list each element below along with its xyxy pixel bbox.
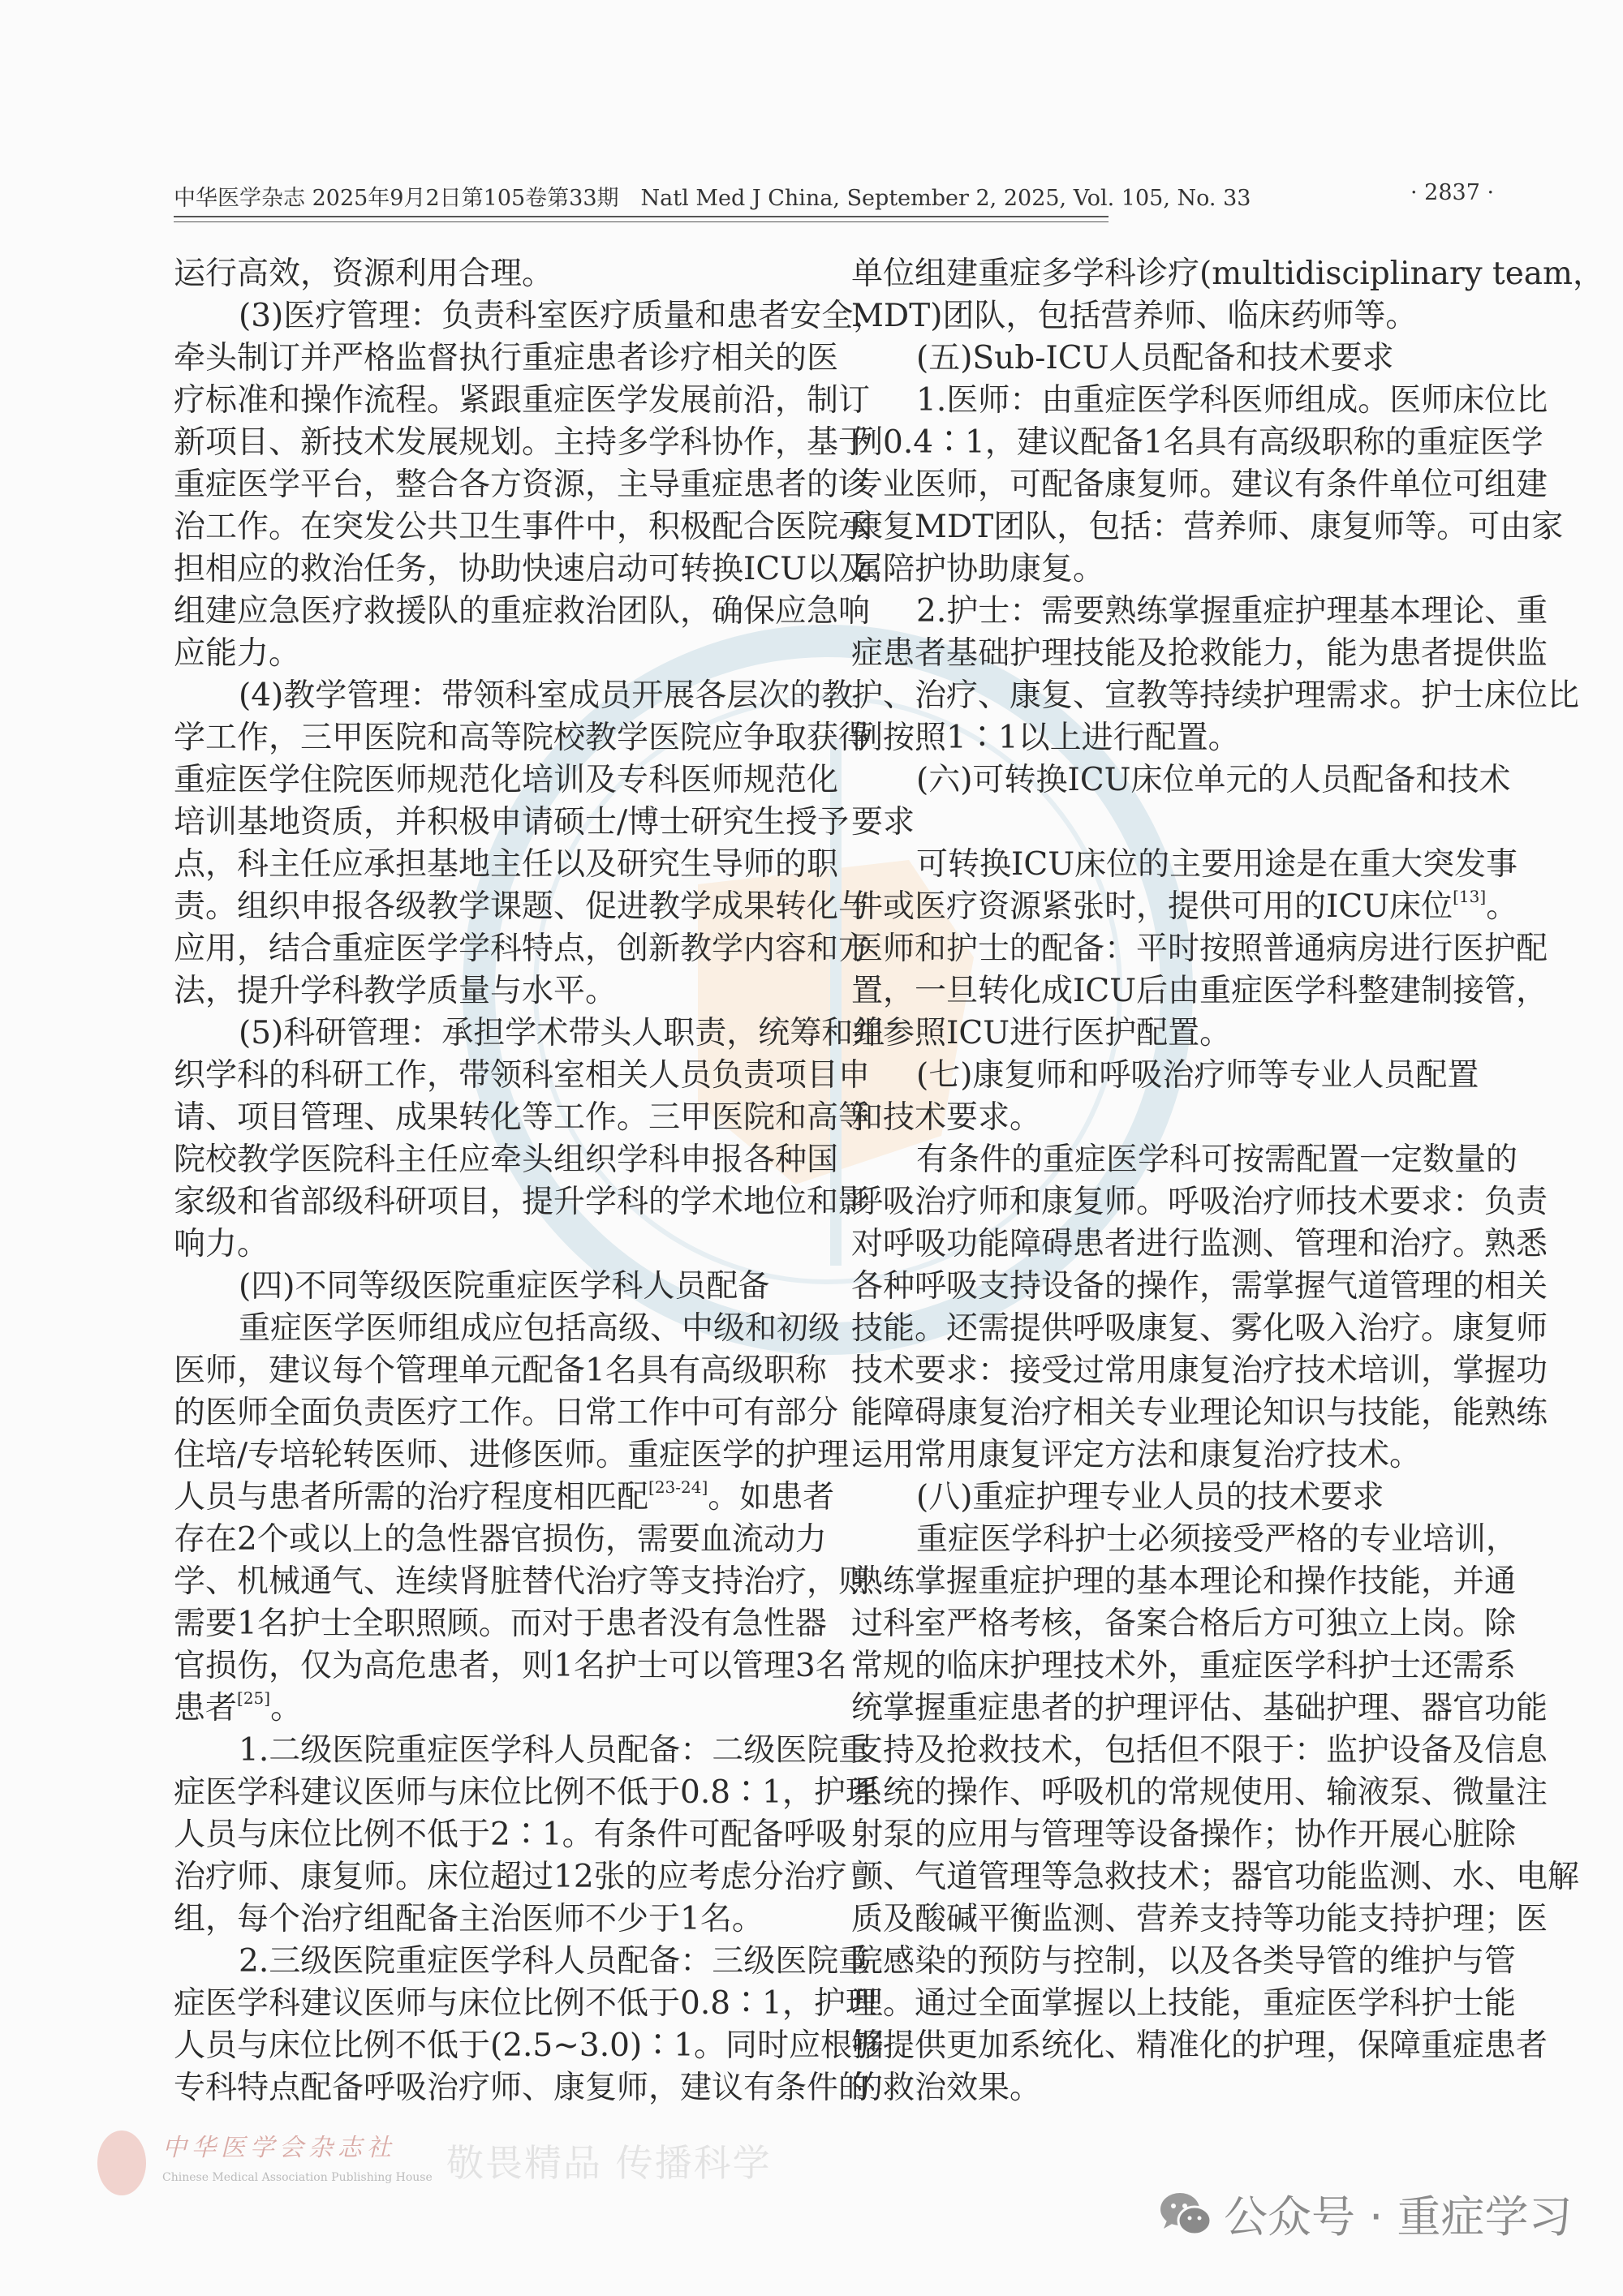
right-text-column — [851, 253, 1605, 2109]
text-line: 专科特点配备呼吸治疗师、康复师，建议有条件的 — [174, 2070, 871, 2106]
text-line: 医师，建议每个管理单元配备1名具有高级职称 — [174, 1352, 827, 1389]
text-line: 单位组建重症多学科诊疗(multidisciplinary team， — [851, 256, 1605, 292]
text-line: 例0.4∶1，建议配备1名具有高级职称的重症医学 — [851, 424, 1543, 461]
text-line: 院校教学医院科主任应牵头组织学科申报各种国 — [174, 1142, 839, 1178]
text-line: 常规的临床护理技术外，重症医学科护士还需系 — [851, 1648, 1517, 1684]
text-line: 点，科主任应承担基地主任以及研究生导师的职 — [174, 846, 839, 883]
text-line: 重症医学住院医师规范化培训及专科医师规范化 — [174, 762, 839, 798]
wechat-account-label: 公众号 · 重症学习 — [1224, 2191, 1573, 2242]
text-line: 新项目、新技术发展规划。主持多学科协作，基于 — [174, 424, 871, 461]
text-line: (七)康复师和呼吸治疗师等专业人员配置 — [916, 1057, 1479, 1094]
text-line: 运用常用康复评定方法和康复治疗技术。 — [851, 1437, 1422, 1473]
publisher-logo-watermark — [97, 2126, 772, 2207]
text-line: 担相应的救治任务，协助快速启动可转换ICU以及 — [174, 551, 871, 587]
text-line: 应能力。 — [174, 635, 301, 672]
text-line: 运行高效，资源利用合理。 — [174, 256, 554, 292]
text-line: 呼吸治疗师和康复师。呼吸治疗师技术要求：负责 — [851, 1184, 1548, 1220]
text-line: 家级和省部级科研项目，提升学科的学术地位和影 — [174, 1184, 871, 1220]
text-line: 组，每个治疗组配备主治医师不少于1名。 — [174, 1901, 764, 1937]
text-line: (5)科研管理：承担学术带头人职责，统筹和组 — [239, 1015, 885, 1051]
text-line: 各种呼吸支持设备的操作，需掌握气道管理的相关 — [851, 1268, 1548, 1305]
text-line: 存在2个或以上的急性器官损伤，需要血流动力 — [174, 1521, 827, 1558]
text-line: (4)教学管理：带领科室成员开展各层次的教 — [239, 677, 854, 714]
text-line: 请、项目管理、成果转化等工作。三甲医院和高等 — [174, 1099, 871, 1136]
text-line: 并参照ICU进行医护配置。 — [851, 1015, 1232, 1051]
text-line: 法，提升学科教学质量与水平。 — [174, 973, 618, 1009]
text-line: 对呼吸功能障碍患者进行监测、管理和治疗。熟悉 — [851, 1226, 1548, 1262]
wechat-account-watermark — [1159, 2182, 1573, 2245]
text-line: 治疗师、康复师。床位超过12张的应考虑分治疗 — [174, 1859, 847, 1895]
page-number: · 2837 · — [1410, 180, 1495, 205]
text-line: 培训基地资质，并积极申请硕士/博士研究生授予 — [174, 804, 850, 841]
text-line: 护、治疗、康复、宣教等持续护理需求。护士床位比 — [851, 677, 1580, 714]
text-line: 能障碍康复治疗相关专业理论知识与技能，能熟练 — [851, 1395, 1548, 1431]
text-line: 人员与床位比例不低于2∶1。有条件可配备呼吸 — [174, 1817, 847, 1853]
text-line: 和技术要求。 — [851, 1099, 1042, 1136]
text-line: 1.医师：由重症医学科医师组成。医师床位比 — [916, 382, 1548, 419]
publisher-name-en: Chinese Medical Association Publishing House — [162, 2171, 433, 2184]
text-line: 重症医学科护士必须接受严格的专业培训， — [916, 1521, 1518, 1558]
text-line: 技术要求：接受过常用康复治疗技术培训，掌握功 — [851, 1352, 1548, 1389]
citation-reference[interactable]: [13] — [1453, 887, 1487, 906]
text-line: 颤、气道管理等急救技术；器官功能监测、水、电解 — [851, 1859, 1580, 1895]
text-line: 理。通过全面掌握以上技能，重症医学科护士能 — [851, 1985, 1517, 2022]
line-text-tail: 。 — [270, 1690, 303, 1726]
text-line: 官损伤，仅为高危患者，则1名护士可以管理3名 — [174, 1648, 847, 1684]
text-line: 学工作，三甲医院和高等院校教学医院应争取获得 — [174, 720, 871, 756]
text-line: (四)不同等级医院重症医学科人员配备 — [239, 1268, 770, 1305]
text-line: 人员与床位比例不低于(2.5~3.0)∶1。同时应根据 — [174, 2027, 884, 2064]
publisher-name-cn: 中华医学会杂志社 — [162, 2134, 396, 2162]
line-text-tail: 。 — [1486, 888, 1518, 925]
text-line: 症医学科建议医师与床位比例不低于0.8∶1，护理 — [174, 1774, 877, 1811]
text-line: 统掌握重症患者的护理评估、基础护理、器官功能 — [851, 1690, 1548, 1726]
header-rule — [174, 216, 1109, 222]
text-line: 需要1名护士全职照顾。而对于患者没有急性器 — [174, 1606, 827, 1642]
text-line: 院感染的预防与控制，以及各类导管的维护与管 — [851, 1943, 1517, 1980]
text-line: 应用，结合重症医学学科特点，创新教学内容和方 — [174, 931, 871, 967]
text-line: 够提供更加系统化、精准化的护理，保障重症患者 — [851, 2027, 1548, 2064]
line-text: 件或医疗资源紧张时，提供可用的ICU床位 — [851, 888, 1453, 925]
text-line — [851, 886, 1518, 928]
text-line: 治工作。在突发公共卫生事件中，积极配合医院承 — [174, 509, 871, 545]
text-line: 要求 — [851, 804, 915, 841]
line-text: 人员与患者所需的治疗程度相匹配 — [174, 1479, 649, 1516]
text-line: 射泵的应用与管理等设备操作；协作开展心脏除 — [851, 1817, 1517, 1853]
text-line: 响力。 — [174, 1226, 269, 1262]
text-line: 系统的操作、呼吸机的常规使用、输液泵、微量注 — [851, 1774, 1548, 1811]
text-line: MDT)团队，包括营养师、临床药师等。 — [851, 298, 1418, 334]
running-header: 中华医学杂志 2025年9月2日第105卷第33期 Natl Med J China, September 2, 2025, Vol. 105, No. 33 — [174, 186, 1251, 211]
text-line: 过科室严格考核，备案合格后方可独立上岗。除 — [851, 1606, 1517, 1642]
text-line: 住培/专培轮转医师、进修医师。重症医学的护理 — [174, 1437, 850, 1473]
text-line: 重症医学平台，整合各方资源，主导重症患者的诊 — [174, 467, 871, 503]
wechat-icon — [1159, 2190, 1212, 2238]
text-line: 2.护士：需要熟练掌握重症护理基本理论、重 — [916, 593, 1548, 630]
publisher-emblem-icon — [97, 2130, 146, 2195]
text-line: 1.二级医院重症医学科人员配备：二级医院重 — [239, 1732, 871, 1769]
text-line: 属陪护协助康复。 — [851, 551, 1105, 587]
text-line: 技能。还需提供呼吸康复、雾化吸入治疗。康复师 — [851, 1310, 1548, 1347]
text-line: 熟练掌握重症护理的基本理论和操作技能，并通 — [851, 1563, 1517, 1600]
text-line: 学、机械通气、连续肾脏替代治疗等支持治疗，则 — [174, 1563, 871, 1600]
text-line: 责。组织申报各级教学课题、促进教学成果转化与 — [174, 888, 871, 925]
line-text-tail: 。如患者 — [708, 1479, 835, 1516]
text-line: 重症医学医师组成应包括高级、中级和初级 — [239, 1310, 841, 1347]
line-text: 患者 — [174, 1690, 238, 1726]
text-line: 例按照1∶1以上进行配置。 — [851, 720, 1240, 756]
text-line — [174, 1477, 835, 1519]
text-line: 牵头制订并严格监督执行重症患者诊疗相关的医 — [174, 340, 839, 376]
text-line: 2.三级医院重症医学科人员配备：三级医院重 — [239, 1943, 871, 1980]
citation-reference[interactable]: [23-24] — [648, 1477, 708, 1497]
text-line: 康复MDT团队，包括：营养师、康复师等。可由家 — [851, 509, 1564, 545]
text-line — [174, 1688, 776, 1730]
text-line: (3)医疗管理：负责科室医疗质量和患者安全， — [239, 298, 885, 334]
text-line: 专业医师，可配备康复师。建议有条件单位可组建 — [851, 467, 1548, 503]
text-line: (五)Sub-ICU人员配备和技术要求 — [916, 340, 1394, 376]
text-line: (六)可转换ICU床位单元的人员配备和技术 — [916, 762, 1511, 798]
text-line: 可转换ICU床位的主要用途是在重大突发事 — [916, 846, 1518, 883]
text-line: 疗标准和操作流程。紧跟重症医学发展前沿，制订 — [174, 382, 871, 419]
text-line: 织学科的科研工作，带领科室相关人员负责项目申 — [174, 1057, 871, 1094]
citation-reference[interactable]: [25] — [237, 1688, 271, 1708]
text-line: 组建应急医疗救援队的重症救治团队，确保应急响 — [174, 593, 871, 630]
text-line: 症患者基础护理技能及抢救能力，能为患者提供监 — [851, 635, 1548, 672]
text-line: 症医学科建议医师与床位比例不低于0.8∶1，护理 — [174, 1985, 877, 2022]
text-line: 的救治效果。 — [851, 2070, 1042, 2106]
text-line: 医师和护士的配备：平时按照普通病房进行医护配 — [851, 931, 1548, 967]
text-line: 有条件的重症医学科可按需配置一定数量的 — [916, 1142, 1518, 1178]
text-line: 质及酸碱平衡监测、营养支持等功能支持护理；医 — [851, 1901, 1548, 1937]
text-line: 支持及抢救技术，包括但不限于：监护设备及信息 — [851, 1732, 1548, 1769]
publisher-slogan: 敬畏精品 传播科学 — [446, 2141, 772, 2185]
text-line: 置，一旦转化成ICU后由重症医学科整建制接管， — [851, 973, 1548, 1009]
text-line: 的医师全面负责医疗工作。日常工作中可有部分 — [174, 1395, 839, 1431]
text-line: (八)重症护理专业人员的技术要求 — [916, 1479, 1384, 1516]
